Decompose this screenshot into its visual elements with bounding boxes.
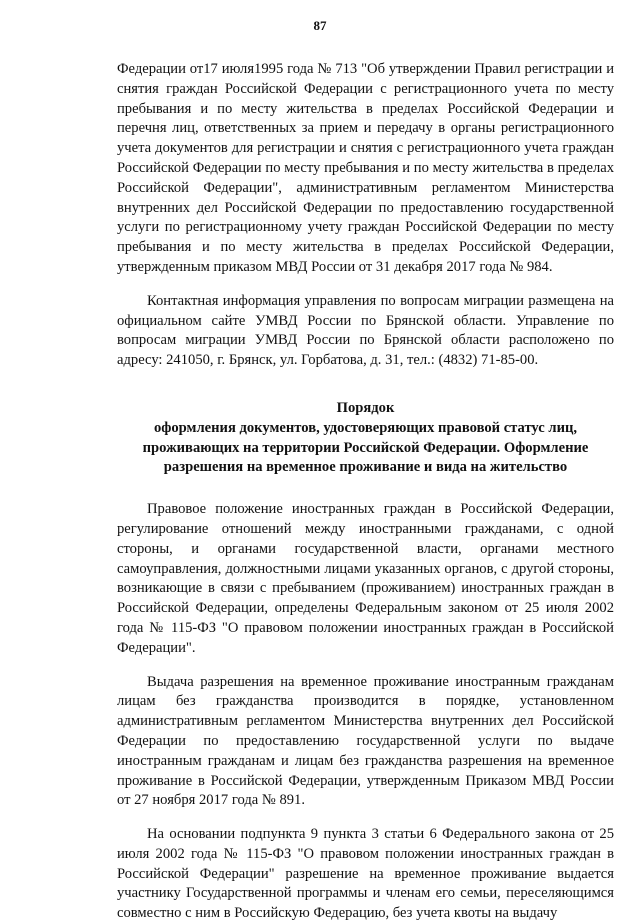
paragraph-registration-rules: Федерации от17 июля1995 года № 713 "Об утверждении Правил регистрации и снятия граждан Российской Федерации с регистрационного учета по месту пребывания и по месту жительства в пределах Российской Федерации и перечня лиц, ответственных за прием и передачу в органы регистрационного учета документов для регистрации и снятия с регистрационного учета граждан Российской Федерации по месту пребывания и по месту жительства в пределах Российской Федерации", административным регламентом Министерства внутренних дел Российской Федерации по предоставлению государственной услуги по регистрационному учету граждан Российской Федерации по месту пребывания и по месту жительства в пределах Российской Федерации, утвержденным приказом МВД России от 31 декабря 2017 года № 984. xyxy=(117,61,614,275)
paragraph-temporary-residence: Выдача разрешения на временное проживание иностранным гражданам лицам без гражданства производится в порядке, установленном административным регламентом Министерства внутренних дел Российской Федерации по предоставлению государственной услуги по выдаче иностранным гражданам и лицам без гражданства разрешения на временное проживание в Российской Федерации, утвержденным Приказом МВД России от 27 ноября 2017 года № 891. xyxy=(117,673,614,809)
section-heading xyxy=(117,399,614,478)
paragraph-legal-status: Правовое положение иностранных граждан в Российской Федерации, регулирование отношений между иностранными гражданами, с одной стороны, и органами государственной власти, органами местного самоуправления, должностными лицами указанных органов, с другой стороны, возникающие в связи с пребыванием (проживанием) иностранных граждан в Российской Федерации, определены Федеральным законом от 25 июля 2002 года № 115-ФЗ "О правовом положении иностранных граждан в Российской Федерации". xyxy=(117,501,614,656)
paragraph-contact-info: Контактная информация управления по вопросам миграции размещена на официальном сайте УМВД России по Брянской области. Управление по вопросам миграции УМВД России по Брянской области расположено по адресу: 241050, г. Брянск, ул. Горбатова, д. 31, тел.: (4832) 71-85-00. xyxy=(117,292,614,369)
paragraph-state-program: На основании подпункта 9 пункта 3 статьи 6 Федерального закона от 25 июля 2002 года № 115-ФЗ "О правовом положении иностранных граждан в Российской Федерации" разрешение на временное проживание выдается участнику Государственной программы и членам его семьи, переселяющимся совместно с ним в Российскую Федерацию, без учета квоты на выдачу xyxy=(117,826,614,922)
heading-subtitle: оформления документов, удостоверяющих правовой статус лиц, проживающих на территории Российской Федерации. Оформление разрешения на временное проживание и вида на жительство xyxy=(142,419,589,476)
heading-title: Порядок xyxy=(336,399,395,416)
document-body xyxy=(117,60,614,924)
page-number: 87 xyxy=(313,18,327,33)
